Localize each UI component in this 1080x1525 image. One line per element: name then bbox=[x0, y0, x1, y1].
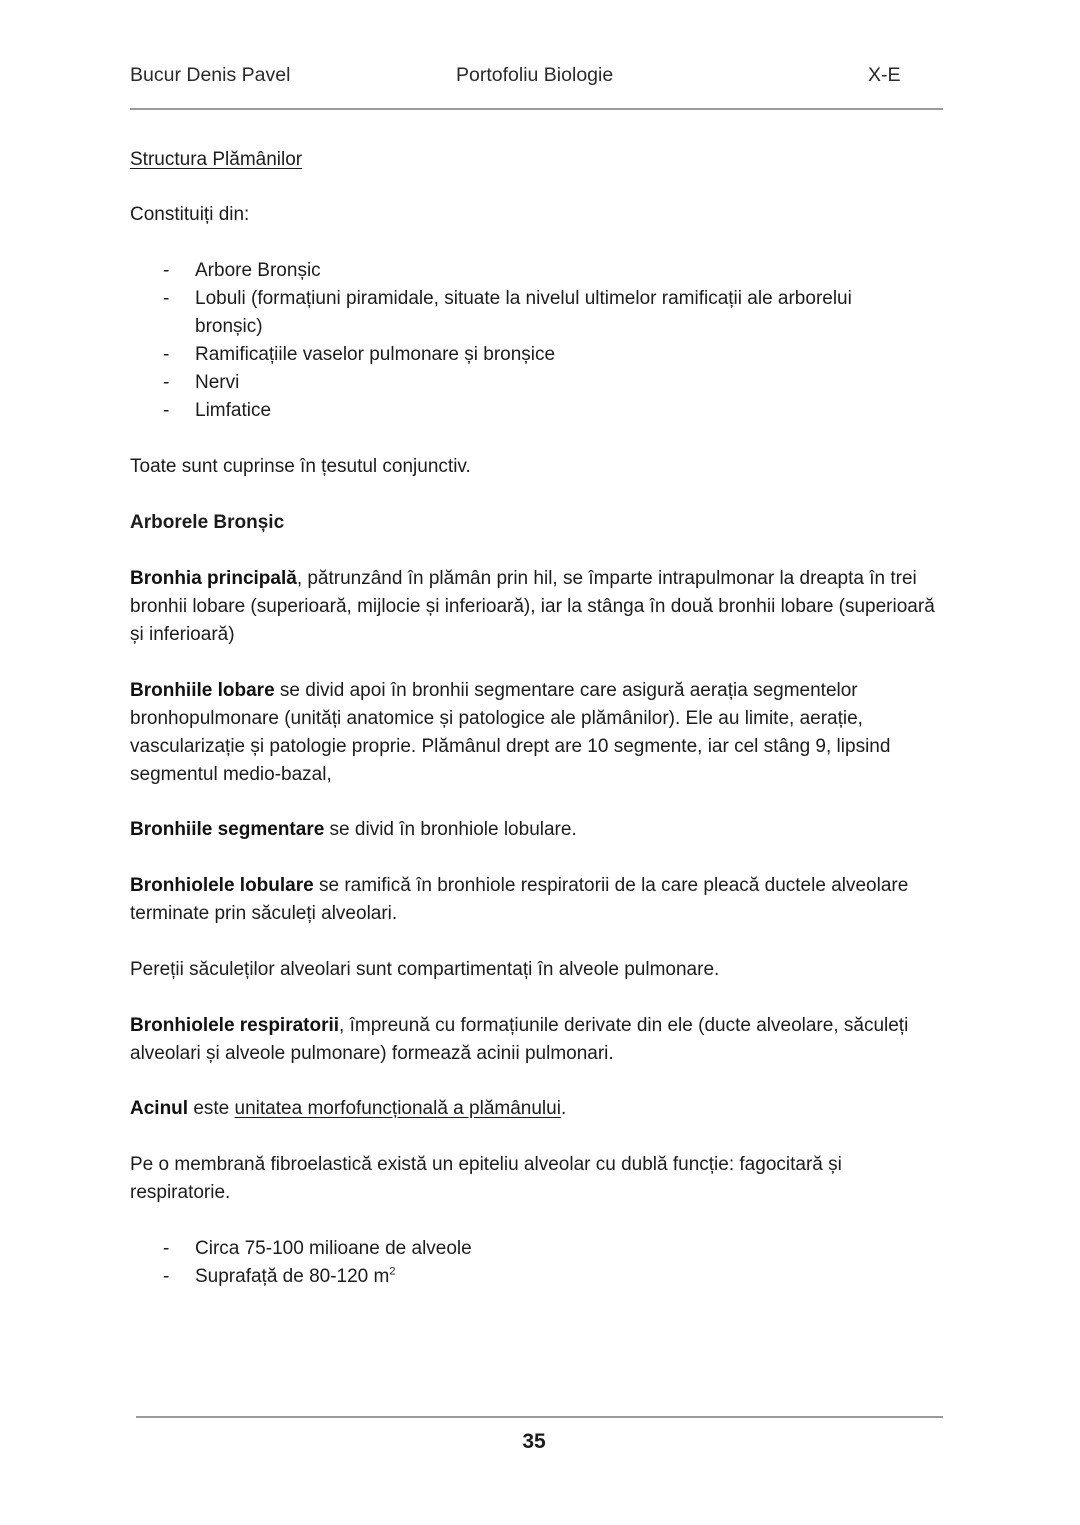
dash: - bbox=[163, 400, 170, 421]
list-item bbox=[130, 285, 890, 341]
list-item bbox=[130, 397, 890, 425]
header-class: X-E bbox=[868, 64, 901, 86]
section-title bbox=[130, 146, 948, 174]
underlined-text: unitatea morfofuncțională a plămânului bbox=[234, 1098, 561, 1119]
header-divider bbox=[130, 108, 943, 110]
paragraph-text: se divid în bronhiole lobulare. bbox=[324, 819, 577, 840]
header-subject: Portofoliu Biologie bbox=[456, 64, 614, 86]
header-author: Bucur Denis Pavel bbox=[130, 64, 291, 86]
dash: - bbox=[163, 1266, 170, 1287]
superscript: 2 bbox=[389, 1265, 396, 1278]
section-title-text: Structura Plămânilor bbox=[130, 149, 303, 170]
list-item-text: Ramificațiile vaselor pulmonare și bronșice bbox=[195, 344, 556, 365]
paragraph-text: . bbox=[560, 1098, 567, 1119]
acinus-definition bbox=[130, 1095, 948, 1123]
list-item-text: Limfatice bbox=[195, 400, 272, 421]
paragraph bbox=[130, 872, 952, 928]
dash: - bbox=[163, 372, 170, 393]
epithelium-text: Pe o membrană fibroelastică există un epiteliu alveolar cu dublă funcție: fagocitară și respiratorie. bbox=[130, 1154, 842, 1203]
paragraph bbox=[130, 677, 952, 789]
dash: - bbox=[163, 1238, 170, 1259]
footer-divider bbox=[136, 1416, 943, 1418]
dash: - bbox=[163, 260, 170, 281]
list-item-text: Nervi bbox=[195, 372, 240, 393]
paragraph bbox=[130, 565, 948, 649]
components-list bbox=[130, 257, 890, 425]
paragraph-term: Bronhiile lobare bbox=[130, 680, 275, 701]
conjunctive-text: Toate sunt cuprinse în țesutul conjunctiv. bbox=[130, 456, 471, 477]
paragraph-text: , pătrunzând în plămân prin hil, se împarte intrapulmonar la dreapta în trei bronhii lobare (superioară, mijlocie și inferioară), iar la stânga în două bronhii lobare (superioară și inferioară) bbox=[130, 568, 935, 645]
paragraph-term: Bronhia principală bbox=[130, 568, 297, 589]
paragraph-term: Bronhiolele lobulare bbox=[130, 875, 314, 896]
dash: - bbox=[163, 344, 170, 365]
paragraph bbox=[130, 956, 948, 984]
list-item bbox=[130, 341, 890, 369]
paragraph bbox=[130, 816, 948, 844]
paragraph-term: Acinul bbox=[130, 1098, 189, 1119]
list-item-text: Arbore Bronșic bbox=[195, 260, 321, 281]
paragraph-text: , împreună cu formațiunile derivate din ele (ducte alveolare, săculeți alveolari și alveole pulmonare) formează acinii pulmonari. bbox=[130, 1015, 909, 1064]
paragraph-text: este bbox=[188, 1098, 235, 1119]
dash: - bbox=[163, 288, 170, 309]
page-number: 35 bbox=[522, 1430, 546, 1453]
subheading: Arborele Bronșic bbox=[130, 512, 285, 533]
paragraph-term: Bronhiolele respiratorii bbox=[130, 1015, 340, 1036]
list-item-text: Suprafață de 80-120 m bbox=[195, 1266, 390, 1287]
paragraph-term: Bronhiile segmentare bbox=[130, 819, 325, 840]
paragraph-text: se ramifică în bronhiole respiratorii de la care pleacă ductele alveolare terminate prin săculeți alveolari. bbox=[130, 875, 909, 924]
list-item bbox=[130, 1235, 948, 1263]
list-item-text: Circa 75-100 milioane de alveole bbox=[195, 1238, 472, 1259]
list-item bbox=[130, 369, 890, 397]
facts-list bbox=[130, 1235, 948, 1291]
list-item-text: Lobuli (formațiuni piramidale, situate la nivelul ultimelor ramificații ale arborelui bronșic) bbox=[195, 288, 852, 337]
intro-text: Constituiți din: bbox=[130, 204, 250, 225]
paragraph-text: Pereții săculeților alveolari sunt compartimentați în alveole pulmonare. bbox=[130, 959, 720, 980]
list-item bbox=[130, 1263, 948, 1291]
paragraph bbox=[130, 1012, 920, 1068]
list-item bbox=[130, 257, 890, 285]
paragraph-text: se divid apoi în bronhii segmentare care asigură aerația segmentelor bronhopulmonare (unități anatomice și patologice ale plămânilor). Ele au limite, aerație, vascularizație și patologie proprie. Plămânul drept are 10 segmente, iar cel stâng 9, lipsind segmentul medio-bazal, bbox=[130, 680, 891, 785]
